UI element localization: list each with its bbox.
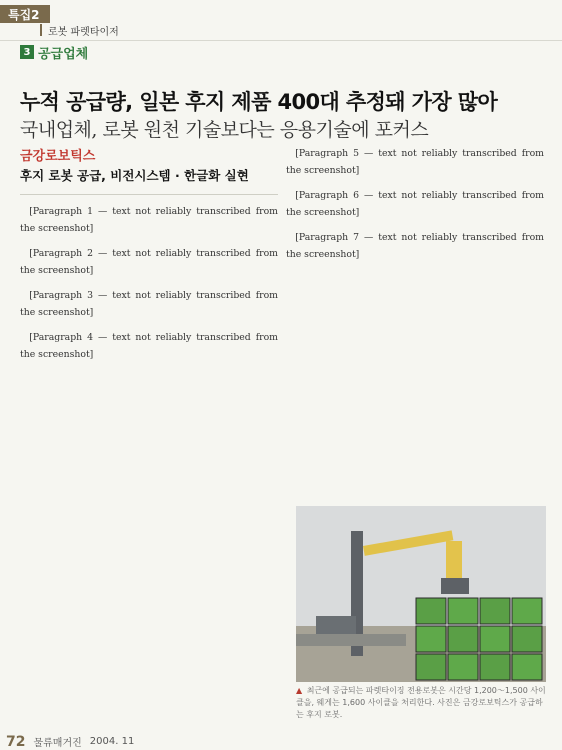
photo-caption xyxy=(296,685,546,721)
photo-caption-text: 최근에 공급되는 파렛타이징 전용로봇은 시간당 1,200～1,500 사이클을, 웨게는 1,600 사이클을 처리한다. 사진은 금강로보틱스가 공급하는 후지 로봇. xyxy=(296,686,546,719)
body-paragraph: [Paragraph 2 — text not reliably transcribed from the screenshot] xyxy=(20,248,278,276)
section-label: 공급업체 xyxy=(38,46,89,62)
top-divider xyxy=(0,40,562,41)
body-paragraph: [Paragraph 1 — text not reliably transcribed from the screenshot] xyxy=(20,206,278,234)
section-number: 3 xyxy=(20,45,34,59)
body-paragraph: [Paragraph 4 — text not reliably transcribed from the screenshot] xyxy=(20,332,278,360)
special-feature-tab: 특집2 xyxy=(0,5,50,23)
magazine-name: 물류매거진 xyxy=(33,738,82,749)
company-subheading: 후지 로봇 공급, 비전시스템 · 한글화 실현 xyxy=(20,168,249,183)
body-paragraph: [Paragraph 5 — text not reliably transcribed from the screenshot] xyxy=(286,148,544,176)
robot-photo xyxy=(296,506,546,682)
section-marker xyxy=(20,44,88,60)
page-number: 72 xyxy=(6,733,26,750)
article-subhead: 국내업체, 로봇 원천 기술보다는 응용기술에 포커스 xyxy=(20,119,429,141)
caption-triangle-icon: ▲ xyxy=(296,686,303,695)
left-column xyxy=(20,145,278,371)
right-column xyxy=(286,145,544,271)
robot-illustration xyxy=(296,506,546,682)
palletizing-robot-photo xyxy=(296,506,546,682)
body-paragraph: [Paragraph 7 — text not reliably transcribed from the screenshot] xyxy=(286,232,544,260)
issue-date: 2004. 11 xyxy=(89,736,135,747)
feature-subtitle: 로봇 파렛타이저 xyxy=(32,22,127,38)
page-footer xyxy=(0,734,562,749)
article-headline: 누적 공급량, 일본 후지 제품 400대 추정돼 가장 많아 xyxy=(20,90,498,114)
company-name: 금강로보틱스 xyxy=(20,149,96,164)
company-divider xyxy=(20,194,278,195)
body-paragraph: [Paragraph 3 — text not reliably transcribed from the screenshot] xyxy=(20,290,278,318)
body-paragraph: [Paragraph 6 — text not reliably transcribed from the screenshot] xyxy=(286,190,544,218)
